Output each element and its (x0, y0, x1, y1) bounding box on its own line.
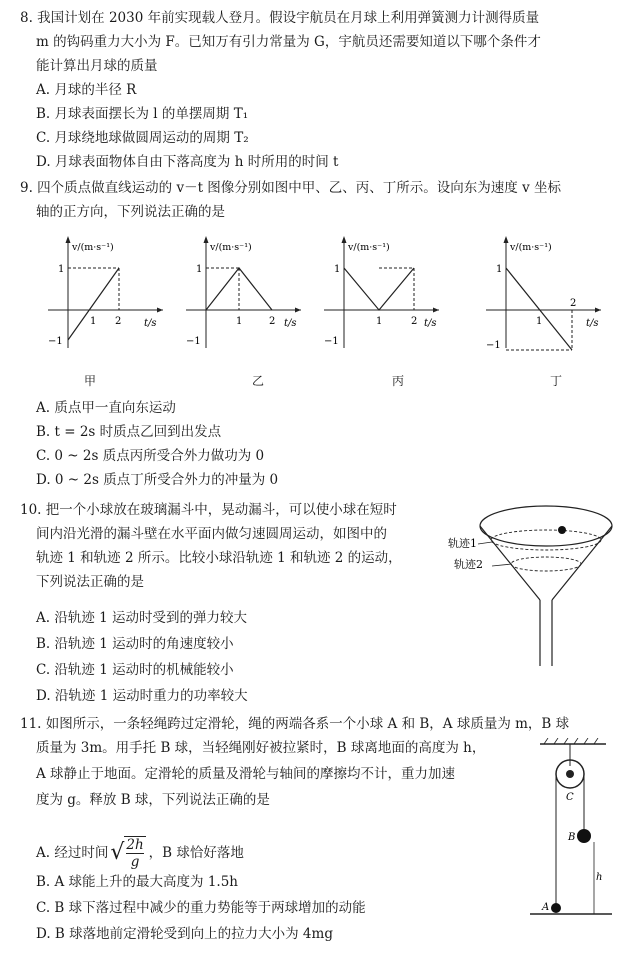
q8-stem-line-3: 能计算出月球的质量 (36, 58, 158, 74)
q11-option-a-suffix: ，B 球恰好落地 (148, 845, 244, 861)
sqrt-sign: √ (110, 840, 125, 865)
vt-line (506, 268, 572, 350)
q10-stem-line-3: 轨迹 1 和轨迹 2 所示。比较小球沿轨迹 1 和轨迹 2 的运动， (36, 550, 402, 566)
hatch (544, 738, 548, 744)
fraction-denominator: g (130, 854, 140, 870)
x-axis-arrow (595, 308, 601, 313)
q10-stem-line-2: 间内沿光滑的漏斗壁在水平面内做匀速圆周运动，如图中的 (36, 526, 387, 542)
q10-option-b: B. 沿轨迹 1 运动时的角速度较小 (36, 636, 234, 652)
vt-graph-bing (314, 228, 446, 352)
funnel-wall-right (552, 526, 612, 600)
q10-option-c: C. 沿轨迹 1 运动时的机械能较小 (36, 662, 234, 678)
q11-option-a (36, 836, 244, 870)
track-2-label: 轨迹2 (454, 558, 483, 571)
q8-option-d: D. 月球表面物体自由下落高度为 h 时所用的时间 t (36, 154, 339, 170)
funnel-figure (448, 500, 618, 670)
hatch (554, 738, 558, 744)
y-axis-arrow (204, 236, 209, 243)
tick-label-neg1: −1 (486, 340, 501, 351)
q8-option-c: C. 月球绕地球做圆周运动的周期 T₂ (36, 130, 249, 146)
y-axis-arrow (504, 236, 509, 243)
tick-label-neg1: −1 (324, 336, 339, 347)
ball-a (551, 903, 561, 913)
graph-caption-yi: 乙 (252, 374, 265, 388)
tick-label-x2: 2 (570, 298, 577, 309)
label-leader-2 (492, 564, 512, 566)
ball (558, 526, 566, 534)
q9-stem-line-1: 9. 四个质点做直线运动的 v－t 图像分别如图中甲、乙、丙、丁所示。设向东为速度 v 坐标 (20, 180, 562, 196)
pulley-axle (566, 770, 574, 778)
q11-stem-line-1: 11. 如图所示，一条轻绳跨过定滑轮，绳的两端各系一个小球 A 和 B，A 球质量为 m，B 球 (20, 716, 570, 732)
hatch (574, 738, 578, 744)
track-1-label: 轨迹1 (448, 537, 477, 550)
q8-stem-line-2: m 的钩码重力大小为 F。已知万有引力常量为 G，宇航员还需要知道以下哪个条件才 (36, 34, 541, 50)
q9-option-a: A. 质点甲一直向东运动 (36, 400, 176, 416)
tick-label-x2: 2 (411, 316, 418, 327)
x-axis-arrow (433, 308, 439, 313)
q11-option-b: B. A 球能上升的最大高度为 1.5h (36, 874, 238, 890)
q9-stem-line-2: 轴的正方向，下列说法正确的是 (36, 204, 225, 220)
graph-caption-bing: 丙 (392, 374, 405, 388)
hatch (594, 738, 598, 744)
x-axis-label: t/s (424, 318, 437, 329)
ball-b (577, 829, 591, 843)
tick-label-x2: 2 (269, 316, 276, 327)
pulley-figure (530, 738, 616, 918)
x-axis-arrow (295, 308, 301, 313)
x-axis-label: t/s (284, 318, 297, 329)
sqrt-fraction (124, 836, 145, 870)
q11-stem-line-2: 质量为 3m。用手托 B 球，当轻绳刚好被拉紧时，B 球离地面的高度为 h， (36, 740, 486, 756)
tick-label-neg1: −1 (186, 336, 201, 347)
vt-line (344, 268, 414, 310)
hatch (564, 738, 568, 744)
fraction-numerator: 2h (126, 837, 144, 853)
vt-line (68, 268, 122, 340)
tick-label-x2: 2 (115, 316, 122, 327)
funnel-rim (480, 506, 612, 546)
funnel-wall-left (480, 526, 540, 600)
tick-label-1: 1 (196, 264, 203, 275)
q11-stem-line-4: 度为 g。释放 B 球，下列说法正确的是 (36, 792, 270, 808)
y-axis-label: v/(m·s⁻¹) (210, 242, 252, 253)
graph-caption-ding: 丁 (550, 374, 563, 388)
q8-option-b: B. 月球表面摆长为 l 的单摆周期 T₁ (36, 106, 249, 122)
pulley-label-c: C (566, 792, 574, 803)
y-axis-label: v/(m·s⁻¹) (72, 242, 114, 253)
track-2 (511, 557, 581, 571)
tick-label-1: 1 (496, 264, 503, 275)
q8-option-a: A. 月球的半径 R (36, 82, 137, 98)
tick-label-x1: 1 (236, 316, 243, 327)
q10-option-a: A. 沿轨迹 1 运动时受到的弹力较大 (36, 610, 248, 626)
x-axis-label: t/s (144, 318, 157, 329)
q10-stem-line-1: 10. 把一个小球放在玻璃漏斗中，晃动漏斗，可以使小球在短时 (20, 502, 397, 518)
ball-b-label: B (568, 832, 576, 843)
tick-label-x1: 1 (376, 316, 383, 327)
vt-graph-yi (176, 228, 308, 352)
q10-stem-line-4: 下列说法正确的是 (36, 574, 144, 590)
q9-option-b: B. t = 2s 时质点乙回到出发点 (36, 424, 222, 440)
vt-graph-jia (38, 228, 170, 352)
track-1 (491, 530, 601, 550)
y-axis-label: v/(m·s⁻¹) (510, 242, 552, 253)
hatch (584, 738, 588, 744)
q11-option-d: D. B 球落地前定滑轮受到向上的拉力大小为 4mg (36, 926, 333, 942)
tick-label-1: 1 (334, 264, 341, 275)
y-axis-label: v/(m·s⁻¹) (348, 242, 390, 253)
y-axis-arrow (66, 236, 71, 243)
y-axis-arrow (342, 236, 347, 243)
ball-a-label: A (542, 902, 550, 913)
q9-option-d: D. 0 ~ 2s 质点丁所受合外力的冲量为 0 (36, 472, 279, 488)
tick-label-1: 1 (58, 264, 65, 275)
height-label: h (596, 872, 603, 883)
tick-label-x1: 1 (536, 316, 543, 327)
q11-option-c: C. B 球下落过程中减少的重力势能等于两球增加的动能 (36, 900, 366, 916)
label-leader-1 (478, 542, 492, 544)
tick-label-neg1: −1 (48, 336, 63, 347)
x-axis-label: t/s (586, 318, 599, 329)
graph-caption-jia: 甲 (84, 374, 97, 388)
q11-option-a-prefix: A. 经过时间 (36, 845, 109, 861)
x-axis-arrow (157, 308, 163, 313)
tick-label-x1: 1 (90, 316, 97, 327)
q8-stem-line-1: 8. 我国计划在 2030 年前实现载人登月。假设宇航员在月球上利用弹簧测力计测得质量 (20, 10, 540, 26)
q9-option-c: C. 0 ~ 2s 质点丙所受合外力做功为 0 (36, 448, 265, 464)
q11-stem-line-3: A 球静止于地面。定滑轮的质量及滑轮与轴间的摩擦均不计，重力加速 (36, 766, 456, 782)
q10-option-d: D. 沿轨迹 1 运动时重力的功率较大 (36, 688, 248, 704)
vt-graph-ding (476, 228, 608, 352)
